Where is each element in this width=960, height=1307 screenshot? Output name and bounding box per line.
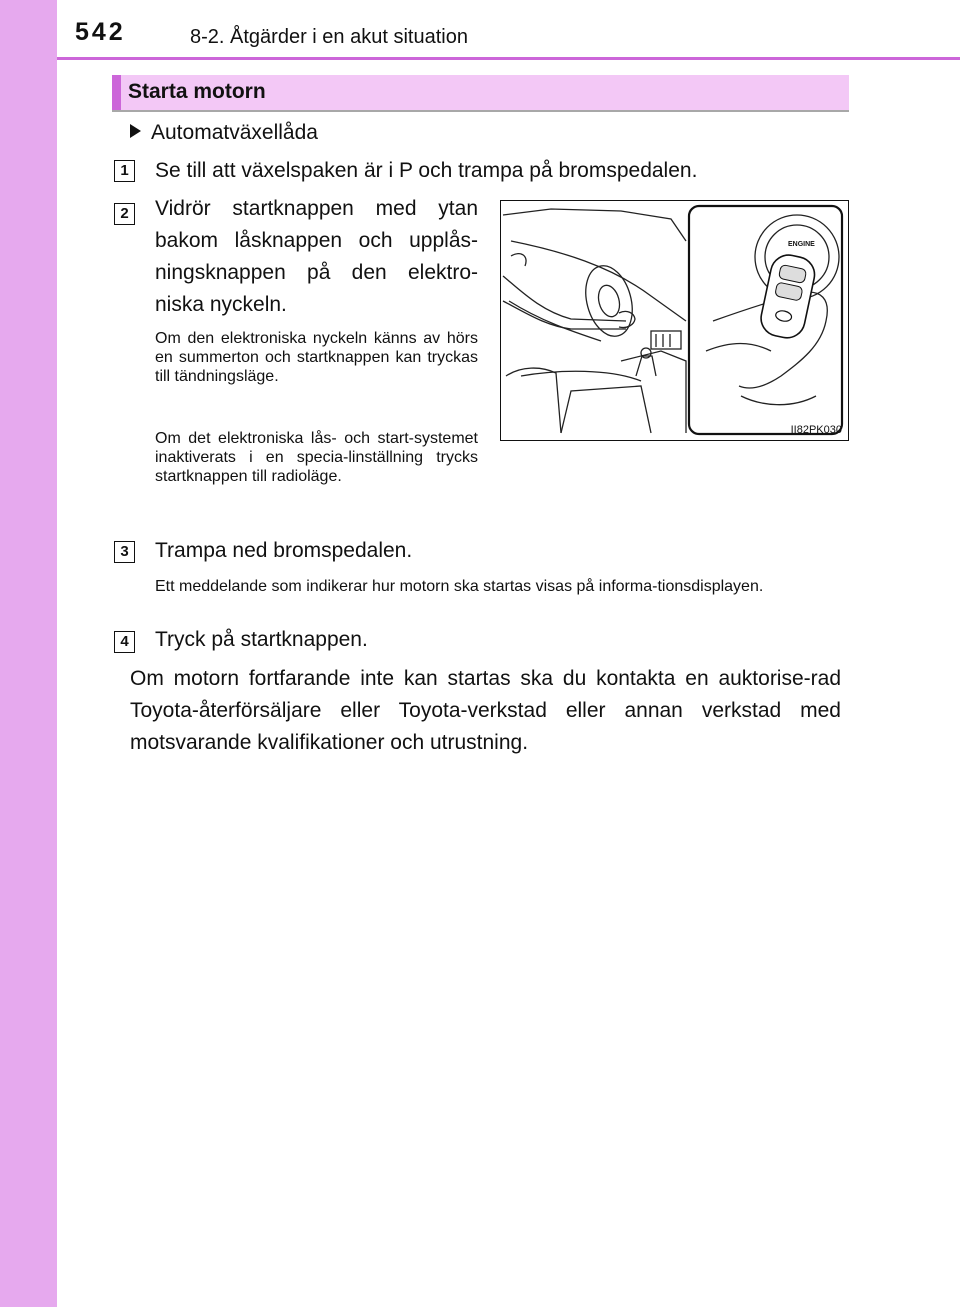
step-number-2: 2 [114,203,135,225]
step-4-text: Tryck på startknappen. [155,628,368,651]
section-banner [112,75,849,112]
step-number-1: 1 [114,160,135,182]
engine-label: ENGINE [788,241,815,248]
page-number: 542 [75,18,126,46]
start-button-illustration [500,200,849,441]
section-title: 8-2. Åtgärder i en akut situation [190,26,468,48]
step-3-note: Ett meddelande som indikerar hur motorn ska startas visas på informa-tionsdisplayen. [155,578,764,595]
step-2-text: Vidrör startknappen med ytan bakom låsknappen och upplås-ningsknappen på den elektro-niska nyckeln. [155,197,478,316]
step-3-text: Trampa ned bromspedalen. [155,539,413,562]
header-divider [57,57,960,60]
step-2-note-1: Om den elektroniska nyckeln känns av hörs en summerton och startknappen kan tryckas till tändningsläge. [155,330,478,385]
step-number-4: 4 [114,631,135,653]
figure-code: II82PK030 [790,424,842,436]
sub-heading [130,121,318,145]
step-number-3: 3 [114,541,135,563]
step-1-text: Se till att växelspaken är i P och trampa på bromspedalen. [155,159,698,182]
step-2-note-2: Om det elektroniska lås- och start-systemet inaktiverats i en specia-linställning trycks startknappen till radioläge. [155,430,478,485]
left-color-band [0,0,57,1307]
closing-paragraph: Om motorn fortfarande inte kan startas ska du kontakta en auktorise-rad Toyota-återförsäljare eller Toyota-verkstad eller annan verkstad med motsvarande kvalifikationer och utrustning. [130,667,841,754]
banner-title: Starta motorn [128,80,266,103]
triangle-bullet-icon [130,124,141,138]
sub-heading-text: Automatväxellåda [151,121,318,144]
car-interior-drawing [501,201,847,439]
banner-accent-bar [112,75,121,110]
